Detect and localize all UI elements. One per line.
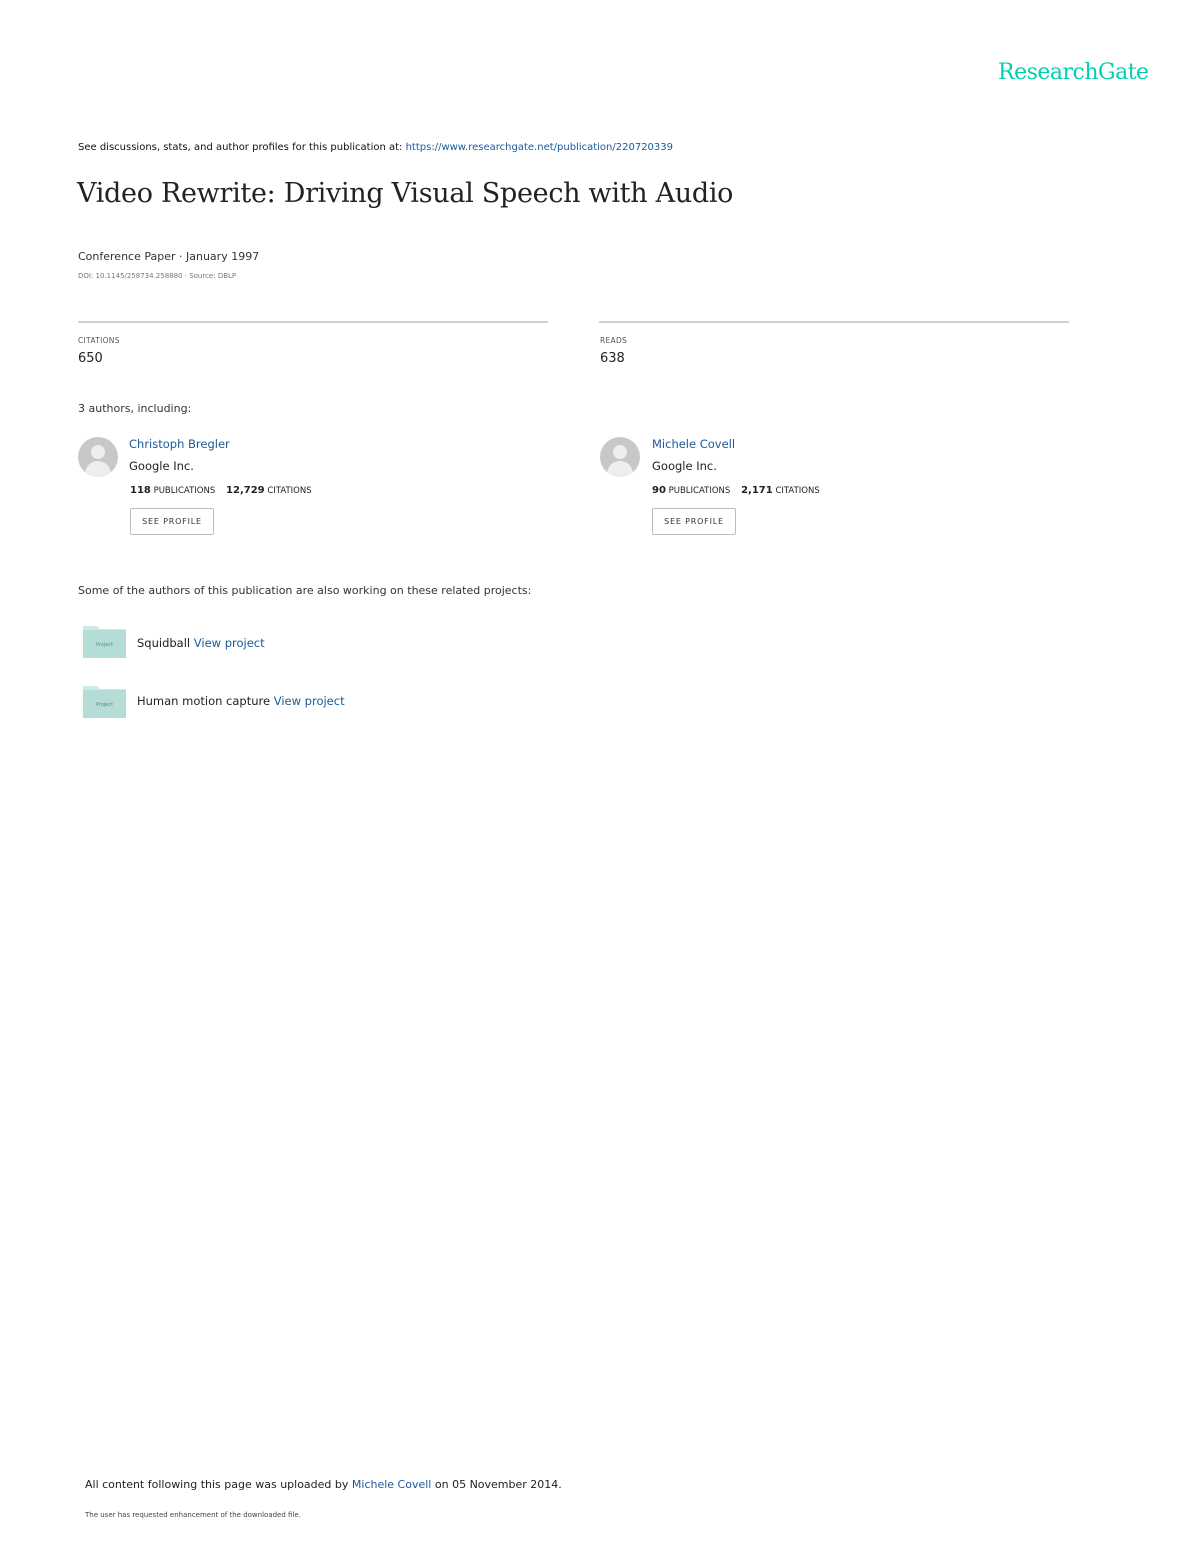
publication-doi-source: DOI: 10.1145/258734.258880 · Source: DBLP <box>78 272 237 280</box>
author-publications-label: PUBLICATIONS <box>153 486 216 496</box>
author-citations-count: 2,171 <box>741 485 773 496</box>
avatar[interactable] <box>600 437 640 477</box>
publication-type-date: Conference Paper · January 1997 <box>78 250 260 263</box>
view-project-link[interactable]: View project <box>193 636 265 650</box>
avatar[interactable] <box>78 437 118 477</box>
author-stats <box>652 485 820 496</box>
project-folder-label: Project <box>95 702 114 708</box>
view-project-link[interactable]: View project <box>273 694 345 708</box>
authors-heading: 3 authors, including: <box>78 402 192 415</box>
reads-label: READS <box>600 336 628 345</box>
upload-suffix: on 05 November 2014. <box>434 1478 562 1491</box>
project-folder-icon[interactable] <box>83 624 126 658</box>
project-folder-icon[interactable] <box>83 684 126 718</box>
see-prefix: See discussions, stats, and author profiles for this publication at: <box>78 142 403 153</box>
author-publications-count: 118 <box>130 485 151 496</box>
author-name-link[interactable]: Michele Covell <box>652 437 736 451</box>
project-name: Human motion capture <box>137 694 271 708</box>
author-institution: Google Inc. <box>652 459 717 473</box>
avatar-body-icon <box>85 461 111 477</box>
projects-heading: Some of the authors of this publication are also working on these related projects: <box>78 584 532 597</box>
author-publications-label: PUBLICATIONS <box>668 486 731 496</box>
reads-value: 638 <box>600 351 625 366</box>
author-citations-label: CITATIONS <box>267 486 312 496</box>
see-profile-button[interactable]: SEE PROFILE <box>652 508 736 535</box>
author-citations-count: 12,729 <box>226 485 265 496</box>
citations-value: 650 <box>78 351 103 366</box>
author-publications-count: 90 <box>652 485 666 496</box>
citations-divider <box>78 321 548 323</box>
project-folder-label: Project <box>95 642 114 648</box>
project-name: Squidball <box>137 636 191 650</box>
see-profile-button[interactable]: SEE PROFILE <box>130 508 214 535</box>
project-row <box>137 636 265 650</box>
download-note: The user has requested enhancement of the downloaded file. <box>85 1511 301 1519</box>
uploader-link[interactable]: Michele Covell <box>351 1478 432 1491</box>
author-name-link[interactable]: Christoph Bregler <box>129 437 230 451</box>
avatar-head-icon <box>613 445 627 459</box>
upload-notice <box>85 1478 562 1491</box>
author-institution: Google Inc. <box>129 459 194 473</box>
upload-prefix: All content following this page was uploaded by <box>85 1478 349 1491</box>
publication-url-link[interactable]: https://www.researchgate.net/publication/220720339 <box>405 142 674 153</box>
publication-title: Video Rewrite: Driving Visual Speech with Audio <box>77 178 734 209</box>
project-row <box>137 694 345 708</box>
author-citations-label: CITATIONS <box>775 486 820 496</box>
author-stats <box>130 485 312 496</box>
avatar-head-icon <box>91 445 105 459</box>
reads-divider <box>599 321 1069 323</box>
researchgate-logo[interactable]: ResearchGate <box>998 60 1149 85</box>
avatar-body-icon <box>607 461 633 477</box>
publication-link-line <box>78 142 673 153</box>
citations-label: CITATIONS <box>78 336 120 345</box>
